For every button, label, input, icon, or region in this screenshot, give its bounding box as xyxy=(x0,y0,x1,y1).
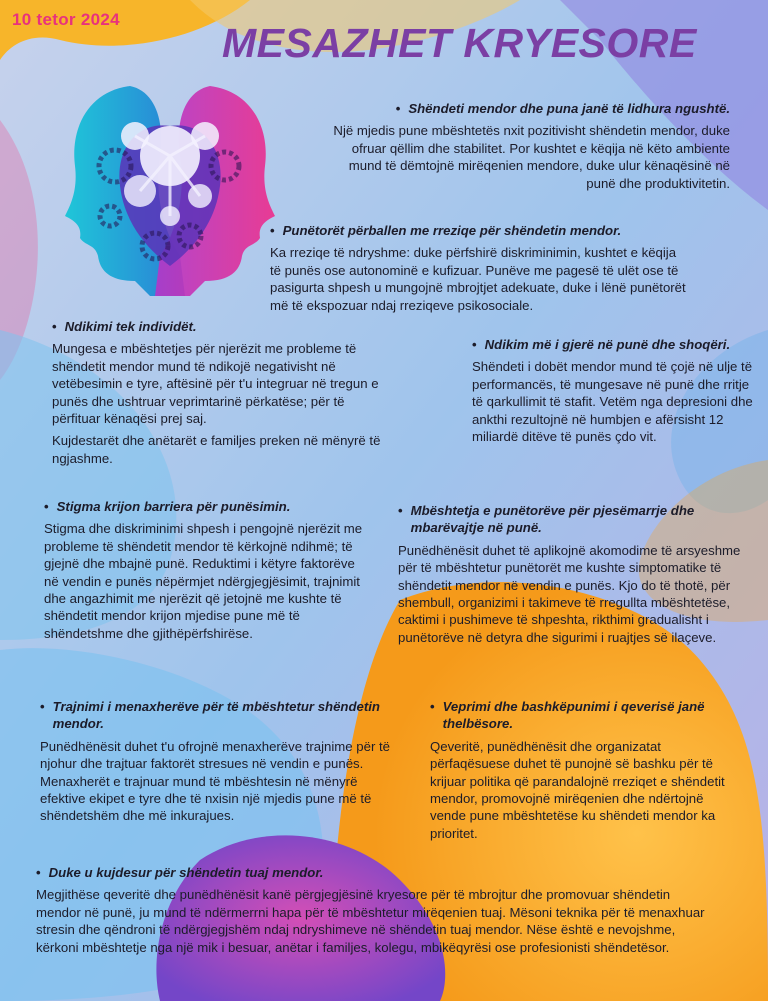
section-heading: • Punëtorët përballen me rreziqe për shëndetin mendor. xyxy=(270,223,622,238)
section-government-action xyxy=(430,698,730,847)
section-heading: • Ndikim më i gjerë në punë dhe shoqëri. xyxy=(472,337,731,352)
section-heading: • Duke u kujdesur për shëndetin tuaj mendor. xyxy=(36,865,324,880)
section-paragraph: Një mjedis pune mbështetës nxit pozitivisht shëndetin mendor, duke ofruar qëllim dhe stabilitet. Por kushtet e këqija në këto ambiente mund të dëmtojnë mirëqenien mendore, duke ulur kënaqësinë në punë dhe produktivitetin. xyxy=(333,123,730,191)
page-title: MESAZHET KRYESORE xyxy=(222,20,697,66)
section-worker-support xyxy=(398,502,758,651)
section-paragraph: Stigma dhe diskriminimi shpesh i pengojnë njerëzit me probleme të shëndetit mendor të kërkojnë ndihmë; të gjejnë dhe mbajnë punë. Reduktimi i këtyre faktorëve në vendin e punës nëpërmjet ndërgjegjësimit, trajnimit dhe angazhimit me njerëzit që jetojnë me kushte të shëndetit mendor krijon mjedise pune më të shëndetshme dhe gjithëpërfshirëse. xyxy=(44,521,363,641)
date-label: 10 tetor 2024 xyxy=(12,10,120,29)
section-heading: • Veprimi dhe bashkëpunimi i qeverisë janë thelbësore. xyxy=(430,699,705,732)
section-paragraph: Punëdhënësit duhet t'u ofrojnë menaxherëve trajnime për të njohur dhe trajtuar faktorët stresues në vendin e punës. Menaxherët e trajnuar mund të mbështesin në mënyrë efektive ekipet e tyre dhe të nxisin një mjedis pune më të shëndetshëm dhe më inkurajues. xyxy=(40,738,391,824)
two-heads-gears-icon xyxy=(60,66,280,296)
section-heading: • Mbështetja e punëtorëve për pjesëmarrje dhe mbarëvajtje në punë. xyxy=(398,503,695,536)
section-workers-risks xyxy=(270,222,690,319)
section-paragraph: Kujdestarët dhe anëtarët e familjes preken në mënyrë të ngjashme. xyxy=(52,433,381,466)
section-mental-health-work-link xyxy=(330,100,730,197)
section-heading: • Ndikimi tek individët. xyxy=(52,319,197,334)
section-stigma xyxy=(44,498,364,647)
section-paragraph: Ka rreziqe të ndryshme: duke përfshirë diskriminimin, kushtet e këqija të punës ose autonominë e kufizuar. Punëve me pagesë të ulët ose të pasigurta shpesh u mungojnë mbrojtjet adekuate, duke i lënë punëtorët më të ekspozuar ndaj rreziqeve psikosociale. xyxy=(270,245,686,313)
section-paragraph: Mungesa e mbështetjes për njerëzit me probleme të shëndetit mendor mund të ndikojë negativisht në vetëbesimin e tyre, aftësinë për t'u integruar në tregun e punës dhe ushtruar veprimtarinë përkatëse; për të përfituar kënaqësi prej saj. xyxy=(52,341,379,427)
section-heading: • Trajnimi i menaxherëve për të mbështetur shëndetin mendor. xyxy=(40,699,380,732)
section-self-care xyxy=(36,864,716,961)
section-heading: • Stigma krijon barriera për punësimin. xyxy=(44,499,291,514)
section-paragraph: Qeveritë, punëdhënësit dhe organizatat përfaqësuese duhet të punojnë së bashku për të krijuar politika që parandalojnë rreziqet e shëndetit mendor, promovojnë mirëqenien dhe ndërtojnë vende pune mbështetëse ku shëndeti mendor ka prioritet. xyxy=(430,738,725,841)
section-manager-training xyxy=(40,698,400,830)
section-paragraph: Megjithëse qeveritë dhe punëdhënësit kanë përgjegjësinë kryesore për të mbrojtur dhe promovuar shëndetin mendor në punë, ju mund të ndërmerrni hapa për të mbështetur mirëqenien tuaj. Mësoni teknika për të menaxhuar stresin dhe qëndroni të ndërgjegjshëm ndaj ndryshimeve në shëndetin tuaj mendor. Nëse është e nevojshme, kërkoni mbështetje nga një mik i besuar, anëtar i familjes, kolegu, mbikëqyrësi ose profesionisti shëndetësor. xyxy=(36,887,705,955)
section-impact-individuals xyxy=(52,318,382,472)
section-paragraph: Shëndeti i dobët mendor mund të çojë në ulje të performancës, të mungesave në punë dhe rritje të qarkullimit të stafit. Vetëm nga depresioni dhe ankthi rezultojnë në humbjen e afërsisht 12 miliardë ditëve të punës çdo vit. xyxy=(472,359,753,445)
section-paragraph: Punëdhënësit duhet të aplikojnë akomodime të arsyeshme për të mbështetur punëtorët me kushte simptomatike të shëndetit mendor në vendin e punës. Kjo do të thotë, për shembull, organizimi i takimeve të rregullta mbështetëse, caktimi i pushimeve të shpeshta, rikthimi gradualisht i punëtorëve në detyra dhe sigurimi i ruajtjes së ilaçeve. xyxy=(398,542,741,645)
section-wider-impact xyxy=(472,336,762,450)
section-heading: • Shëndeti mendor dhe puna janë të lidhura ngushtë. xyxy=(395,101,730,116)
